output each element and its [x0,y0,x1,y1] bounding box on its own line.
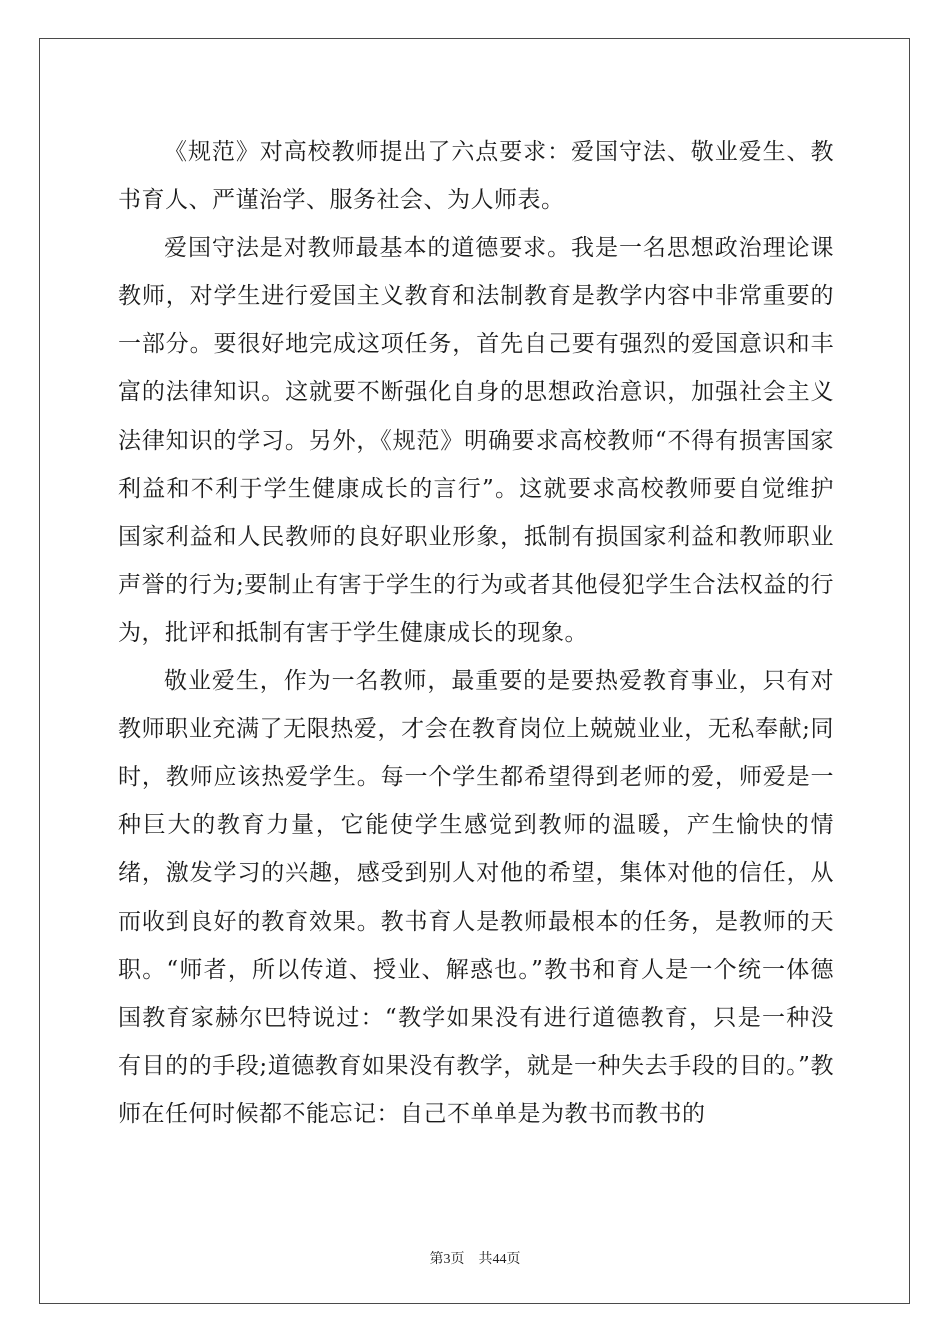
paragraph-patriotism: 爱国守法是对教师最基本的道德要求。我是一名思想政治理论课教师，对学生进行爱国主义教育和法制教育是教学内容中非常重要的一部分。要很好地完成这项任务，首先自己要有强烈的爱国意识和丰富的法律知识。这就要不断强化自身的思想政治意识，加强社会主义法律知识的学习。另外，《规范》明确要求高校教师“不得有损害国家利益和不利于学生健康成长的言行”。这就要求高校教师要自觉维护国家利益和人民教师的良好职业形象，抵制有损国家利益和教师职业声誉的行为;要制止有害于学生的行为或者其他侵犯学生合法权益的行为，批评和抵制有害于学生健康成长的现象。 [118,235,834,646]
page-total: 共44页 [478,1252,521,1267]
paragraph-dedication: 敬业爱生，作为一名教师，最重要的是要热爱教育事业，只有对教师职业充满了无限热爱，才会在教育岗位上兢兢业业，无私奉献;同时，教师应该热爱学生。每一个学生都希望得到老师的爱，师爱是一种巨大的教育力量，它能使学生感觉到教师的温暖，产生愉快的情绪，激发学习的兴趣，感受到别人对他的希望，集体对他的信任，从而收到良好的教育效果。教书育人是教师最根本的任务，是教师的天职。“师者，所以传道、授业、解惑也。”教书和育人是一个统一体德国教育家赫尔巴特说过：“教学如果没有进行道德教育，只是一种没有目的的手段;道德教育如果没有教学，就是一种失去手段的目的。”教师在任何时候都不能忘记：自己不单单是为教书而教书的 [118,668,834,1127]
document-body [118,128,834,1138]
page-number: 第3页 [429,1252,465,1267]
page-footer [0,1248,950,1268]
paragraph-norms: 《规范》对高校教师提出了六点要求：爱国守法、敬业爱生、教书育人、严谨治学、服务社会、为人师表。 [118,139,834,214]
